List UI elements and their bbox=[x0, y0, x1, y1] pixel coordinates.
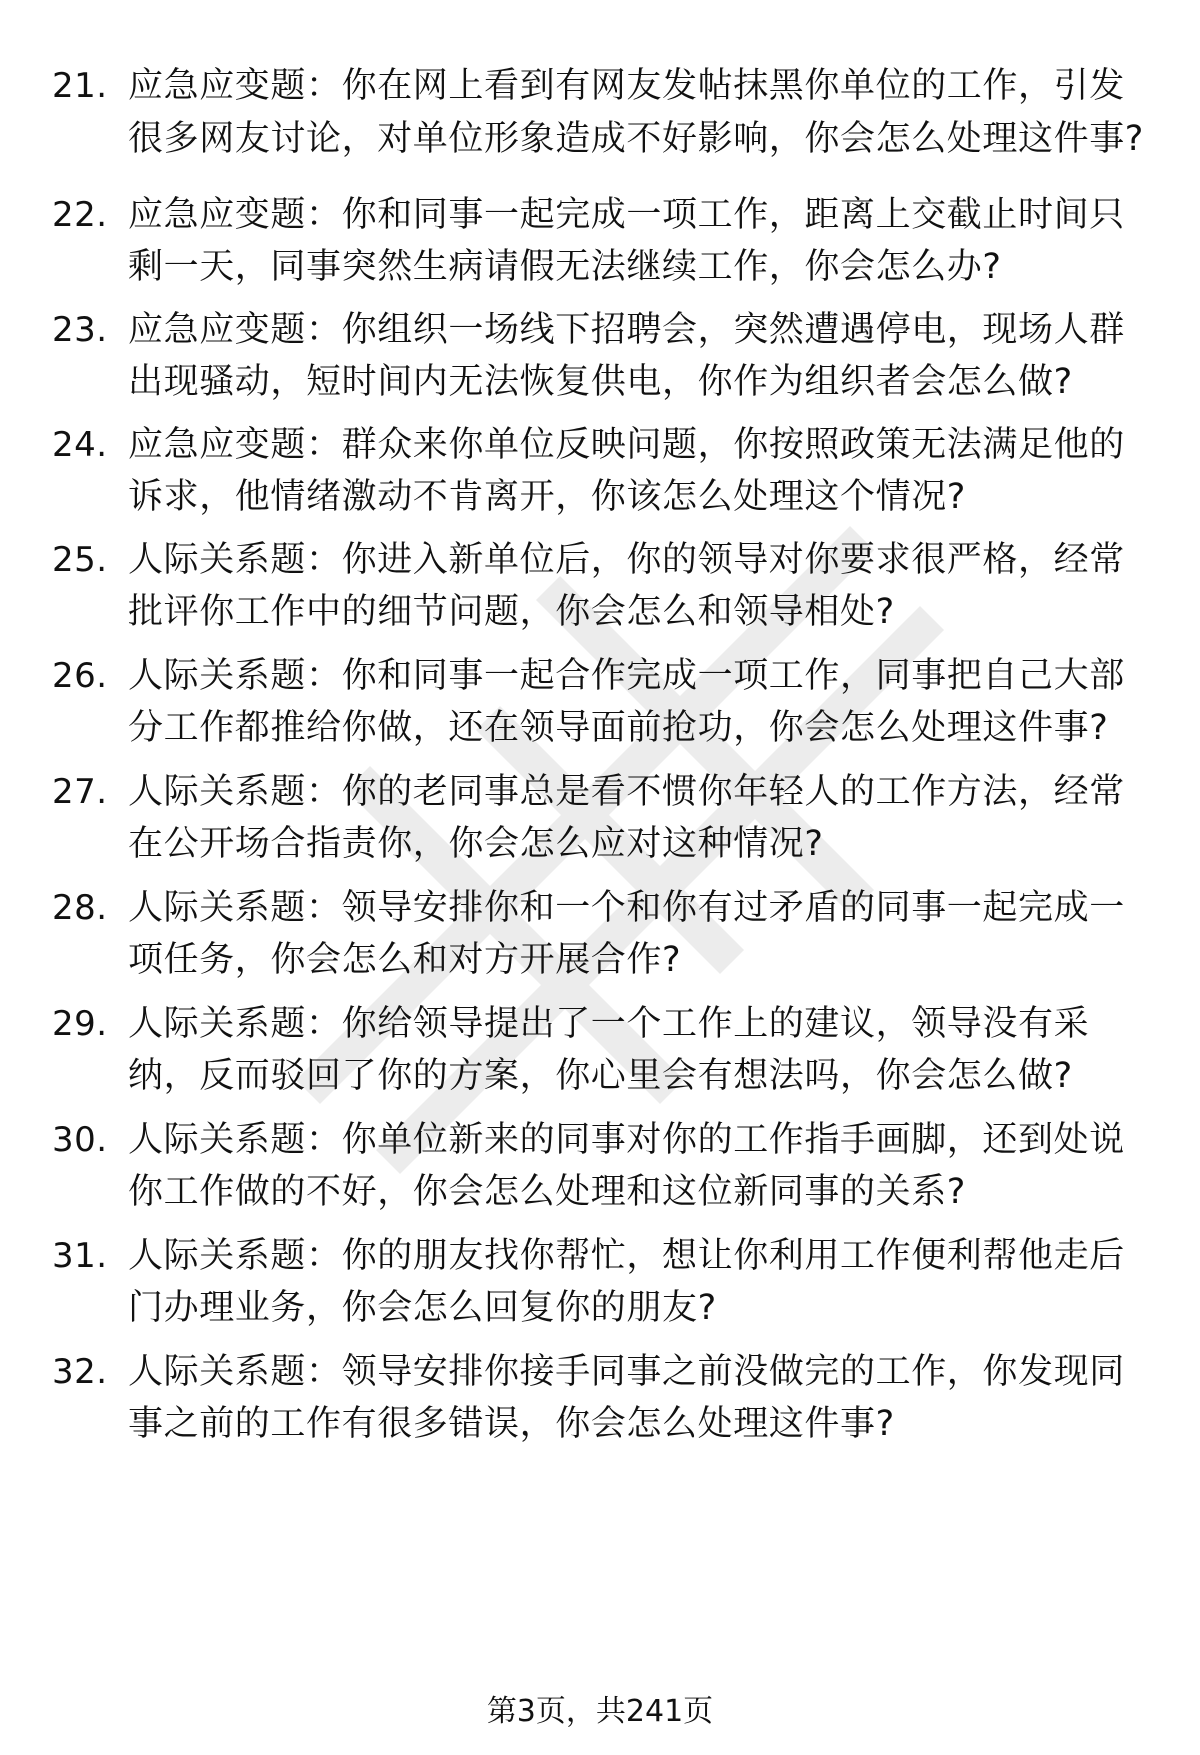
question-item bbox=[0, 60, 1200, 189]
question-number: 27. bbox=[52, 772, 108, 813]
question-number: 30. bbox=[52, 1120, 108, 1161]
question-number: 23. bbox=[52, 310, 108, 351]
question-item bbox=[0, 304, 1200, 419]
question-text: 人际关系题：你进入新单位后，你的领导对你要求很严格，经常批评你工作中的细节问题，你会怎么和领导相处? bbox=[128, 540, 1125, 633]
question-text: 人际关系题：领导安排你接手同事之前没做完的工作，你发现同事之前的工作有很多错误，你会怎么处理这件事? bbox=[128, 1352, 1125, 1445]
question-item bbox=[0, 766, 1200, 882]
question-number: 26. bbox=[52, 656, 108, 697]
question-text: 人际关系题：你给领导提出了一个工作上的建议，领导没有采纳，反而驳回了你的方案，你心里会有想法吗，你会怎么做? bbox=[128, 1004, 1090, 1097]
question-number: 22. bbox=[52, 195, 108, 236]
question-number: 28. bbox=[52, 888, 108, 929]
question-item bbox=[0, 1346, 1200, 1462]
question-item bbox=[0, 1114, 1200, 1230]
question-text: 应急应变题：你和同事一起完成一项工作，距离上交截止时间只剩一天，同事突然生病请假无法继续工作，你会怎么办? bbox=[128, 195, 1125, 288]
page-footer: 第3页，共241页 bbox=[486, 1694, 714, 1729]
question-list bbox=[0, 60, 1200, 1462]
question-item bbox=[0, 1230, 1200, 1346]
question-number: 25. bbox=[52, 540, 108, 581]
question-item bbox=[0, 534, 1200, 650]
question-item bbox=[0, 998, 1200, 1114]
question-text: 人际关系题：领导安排你和一个和你有过矛盾的同事一起完成一项任务，你会怎么和对方开展合作? bbox=[128, 888, 1125, 981]
question-item bbox=[0, 882, 1200, 998]
question-item bbox=[0, 650, 1200, 766]
question-text: 应急应变题：你在网上看到有网友发帖抹黑你单位的工作，引发很多网友讨论，对单位形象造成不好影响，你会怎么处理这件事? bbox=[128, 66, 1144, 159]
question-number: 32. bbox=[52, 1352, 108, 1393]
question-text: 人际关系题：你的朋友找你帮忙，想让你利用工作便利帮他走后门办理业务，你会怎么回复你的朋友? bbox=[128, 1236, 1125, 1329]
question-number: 29. bbox=[52, 1004, 108, 1045]
question-text: 人际关系题：你单位新来的同事对你的工作指手画脚，还到处说你工作做的不好，你会怎么处理和这位新同事的关系? bbox=[128, 1120, 1125, 1213]
question-text: 应急应变题：你组织一场线下招聘会，突然遭遇停电，现场人群出现骚动，短时间内无法恢复供电，你作为组织者会怎么做? bbox=[128, 310, 1125, 403]
question-item bbox=[0, 419, 1200, 534]
question-text: 人际关系题：你的老同事总是看不惯你年轻人的工作方法，经常在公开场合指责你，你会怎么应对这种情况? bbox=[128, 772, 1125, 865]
question-text: 人际关系题：你和同事一起合作完成一项工作，同事把自己大部分工作都推给你做，还在领导面前抢功，你会怎么处理这件事? bbox=[128, 656, 1125, 749]
question-number: 21. bbox=[52, 66, 108, 106]
question-item bbox=[0, 189, 1200, 304]
question-number: 31. bbox=[52, 1236, 108, 1277]
question-text: 应急应变题：群众来你单位反映问题，你按照政策无法满足他的诉求，他情绪激动不肯离开，你该怎么处理这个情况? bbox=[128, 425, 1125, 518]
question-number: 24. bbox=[52, 425, 108, 466]
